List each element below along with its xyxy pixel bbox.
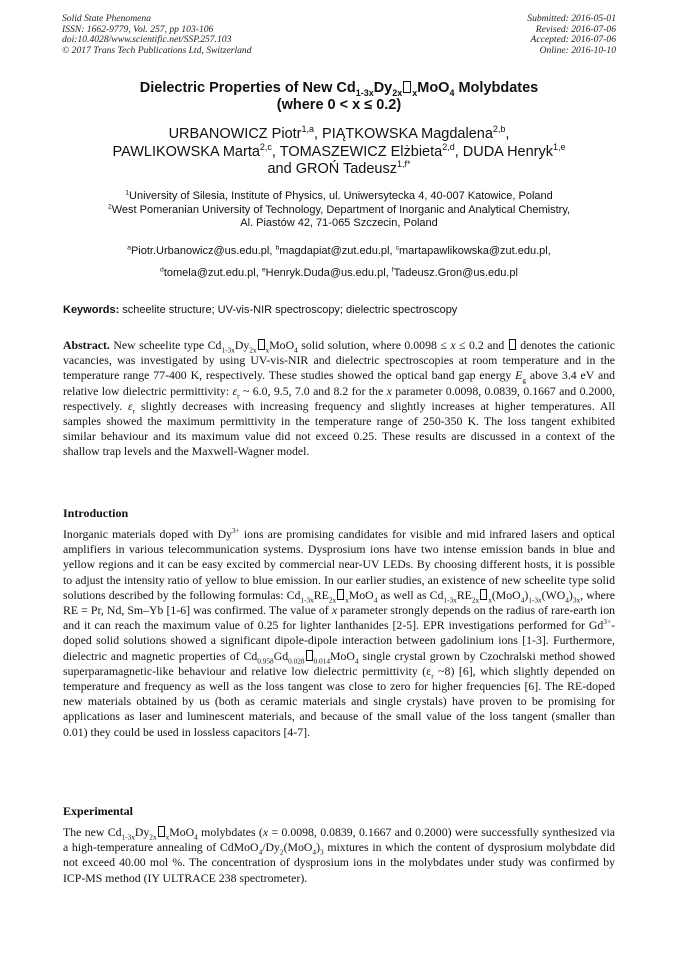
journal-name: Solid State Phenomena bbox=[62, 13, 151, 24]
revised-date: Revised: 2016-07-06 bbox=[535, 23, 616, 35]
abstract: Abstract. New scheelite type $Cd_{1-3x}Dy_{2x}$ $_x$MoO$_4$ solid solution, where 0.0098 ≤ x ≤ 0.2 and denotes the cationic vacancies, was investigated by using UV-vis-NIR and dielectric spectroscopies at room temperature and in the temperature range 77-400 K, respectively. These studies showed the optical band gap energy $E_g$ above 3.4 eV and relative low dielectric permittivity: $\varepsilon_r$ ~ 6.0, 9.5, 7.0 and 8.2 for the x parameter 0.0098, 0.0839, 0.1667 and 0.2000, respectively. $\varepsilon_r$ slightly decreases with increasing frequency and slightly increases at higher temperatures. All samples showed the maximum permittivity in the temperature range of 250-350 K. The loss tangent exhibited similar behaviour and its maximum value did not exceed 0.25. These results are discussed in a context of the shallow trap levels and the Maxwell-Wagner model. bbox=[63, 338, 615, 459]
section-title-introduction: Introduction bbox=[63, 506, 129, 520]
email-link[interactable]: tomela@zut.edu.pl bbox=[163, 267, 256, 279]
author-list: URBANOWICZ Piotr$^{1,a}$, PIĄTKOWSKA Magdalena$^{2,b}$, PAWLIKOWSKA Marta$^{2,c}$, TOMASZEWICZ Elżbieta$^{2,d}$, DUDA Henryk$^{1,e}$ and GROŃ Tadeusz$^{1,f*}$ bbox=[112, 124, 566, 177]
journal-info bbox=[62, 14, 252, 56]
introduction-paragraph: Inorganic materials doped with $Dy^{3+}$ ions are promising candidates for visible and mid infrared lasers and optical amplifiers in various telecommunication systems. Dysprosium ions have two intense emission bands in blue and yellow regions and it can be easy excited by commercial near-UV LEDs. By choosing different hosts, it is possible to adjust the intensity ratio of yellow to blue emission. In our earlier studies, an existence of new scheelite type solid solutions described by the following formulas: $Cd_{1-3x}RE_{2x}$ $_x$MoO$_4$ as well as $Cd_{1-3x}RE_{2x}$ $_x(MoO_4)_{1-3x}(WO_4)_{3x}$, where RE = Pr, Nd, Sm–Yb [1-6] was confirmed. The value of x parameter strongly depends on the radius of rare-earth ion and it can reach the maximum value of 0.25 for lighter lanthanides [2-5]. EPR investigations performed for $Gd^{3+}$-doped solid solutions showed a significant dipole-dipole interaction between gadolinium ions [1-3]. Furthermore, dielectric and magnetic properties of $Cd_{0.958}Gd_{0.028}$ $_{0.014}$MoO$_4$ single crystal grown by Czochralski method showed superparamagnetic-like behaviour and relative low dielectric permittivity ($\varepsilon_r$ ~8) [6], which slightly depended on temperature and frequency as well as the loss tangent was close to zero for higher frequencies [6]. The RE-doped new materials obtained by us (both as ceramic materials and single crystals) have proven to be promising for applications as laser and luminescent materials, and because of the small value of the loss tangent (smaller than 0.01) they could be used in lossless capacitors [4-7]. bbox=[63, 526, 616, 739]
publication-dates bbox=[527, 14, 616, 56]
copyright-line: © 2017 Trans Tech Publications Ltd, Switzerland bbox=[62, 44, 252, 56]
email-link[interactable]: Tadeusz.Gron@us.edu.pl bbox=[393, 267, 518, 279]
affiliations: $^1$University of Silesia, Institute of Physics, ul. Uniwersytecka 4, 40-007 Katowice, Poland $^2$West Pomeranian University of Technology, Department of Inorganic and Analytical Chemistry, Al. Piastów 42, 71-065 Szczecin, Poland bbox=[107, 189, 571, 229]
experimental-paragraph: The new $Cd_{1-3x}Dy_{2x}$ $_x$MoO$_4$ molybdates (x = 0.0098, 0.0839, 0.1667 and 0.2000) were successfully synthesized via a high-temperature annealing of $CdMoO_4/Dy_2(MoO_4)_3$ mixtures in which the content of dysprosium molybdate did not exceed 40.00 mol %. The concentration of dysprosium ions in the molybdates under study was confirmed by ICP-MS method (IY ULTRACE 238 spectrometer). bbox=[63, 825, 615, 885]
accepted-date: Accepted: 2016-07-06 bbox=[530, 34, 616, 46]
vacancy-symbol bbox=[403, 81, 411, 93]
title-condition: (where 0 < x ≤ 0.2) bbox=[276, 97, 402, 113]
online-date: Online: 2016-10-10 bbox=[539, 44, 616, 56]
issn-line: ISSN: 1662-9779, Vol. 257, pp 103-106 bbox=[62, 23, 214, 35]
email-link[interactable]: martapawlikowska@zut.edu.pl bbox=[399, 245, 548, 257]
section-title-experimental: Experimental bbox=[63, 804, 133, 818]
doi-line: doi:10.4028/www.scientific.net/SSP.257.103 bbox=[62, 34, 232, 46]
paper-title: Dielectric Properties of New $Cd_{1-3x}Dy_{2x}$ $_x$MoO$_4$ Molybdates (where 0 < x ≤ 0.2) bbox=[40, 80, 638, 114]
submitted-date: Submitted: 2016-05-01 bbox=[527, 13, 616, 24]
keywords: Keywords: scheelite structure; UV-vis-NIR spectroscopy; dielectric spectroscopy bbox=[63, 304, 458, 316]
email-link[interactable]: Henryk.Duda@us.edu.pl bbox=[265, 267, 386, 279]
email-link[interactable]: magdapiat@zut.edu.pl bbox=[279, 245, 390, 257]
email-link[interactable]: Piotr.Urbanowicz@us.edu.pl bbox=[130, 245, 270, 257]
author-emails: $^a$Piotr.Urbanowicz@us.edu.pl, $^b$magdapiat@zut.edu.pl, $^c$martapawlikowska@zut.edu.pl, $^d$tomela@zut.edu.pl, $^e$Henryk.Duda@us.edu.pl, $^f$Tadeusz.Gron@us.edu.pl bbox=[127, 244, 551, 279]
